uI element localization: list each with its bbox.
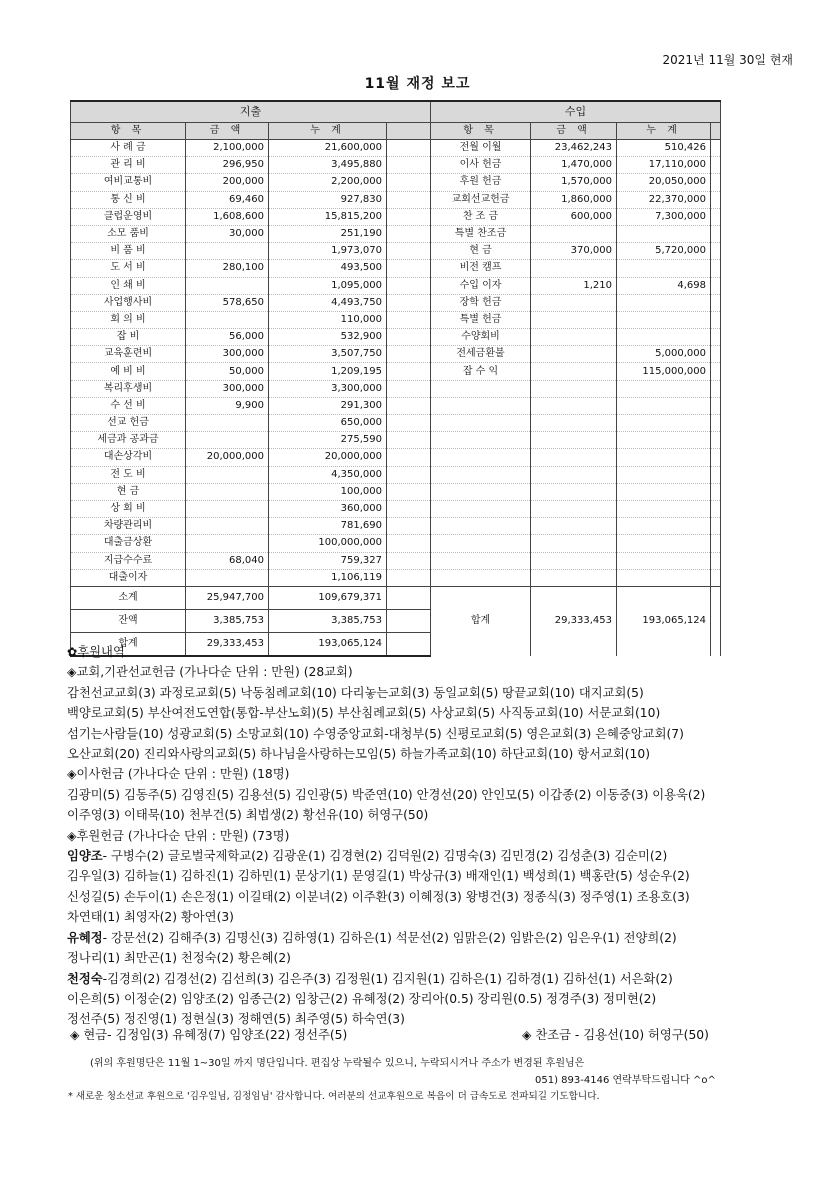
expense-amount [186, 518, 269, 535]
income-amount [531, 380, 617, 397]
income-amount [531, 432, 617, 449]
income-amount: 1,570,000 [531, 174, 617, 191]
col-total: 누 계 [269, 123, 387, 140]
blank-cell [387, 260, 431, 277]
income-cumulative: 115,000,000 [617, 363, 711, 380]
expense-amount [186, 569, 269, 586]
note-line: 임양조- 구병수(2) 글로벌국제학교(2) 김광운(1) 김경현(2) 김덕원(2) 김명숙(3) 김민경(2) 김성춘(3) 김순미(2) [67, 849, 668, 864]
expense-item: 관 리 비 [71, 157, 186, 174]
expense-amount: 56,000 [186, 329, 269, 346]
income-amount [531, 363, 617, 380]
col-item: 항 목 [431, 123, 531, 140]
income-item [431, 500, 531, 517]
blank-cell [387, 483, 431, 500]
blank-cell [387, 569, 431, 586]
col-total: 누 계 [617, 123, 711, 140]
expense-item: 현 금 [71, 483, 186, 500]
income-amount [531, 346, 617, 363]
income-item [431, 415, 531, 432]
table-row [71, 449, 721, 466]
income-amount [531, 535, 617, 552]
income-cumulative [617, 294, 711, 311]
income-cumulative [617, 483, 711, 500]
finance-table [70, 100, 721, 657]
income-amount [531, 449, 617, 466]
expense-item: 클럽운영비 [71, 208, 186, 225]
expense-item: 교육훈련비 [71, 346, 186, 363]
blank-cell [387, 415, 431, 432]
income-total-amount: 29,333,453 [531, 586, 617, 656]
expense-total-label: 합계 [71, 632, 186, 656]
table-row [71, 535, 721, 552]
cash-line [70, 1025, 790, 1043]
income-amount: 370,000 [531, 243, 617, 260]
expense-cumulative: 781,690 [269, 518, 387, 535]
table-row [71, 397, 721, 414]
income-amount [531, 329, 617, 346]
blank-cell [387, 191, 431, 208]
table-row [71, 363, 721, 380]
expense-amount: 20,000,000 [186, 449, 269, 466]
expense-cumulative: 1,209,195 [269, 363, 387, 380]
income-cumulative [617, 260, 711, 277]
blank-cell [387, 277, 431, 294]
table-row [71, 483, 721, 500]
col-blank [711, 123, 721, 140]
income-cumulative [617, 432, 711, 449]
note-line: ◈후원헌금 (가나다순 단위 : 만원) (73명) [67, 828, 290, 843]
sponsorship-donations: ◈ 찬조금 - 김용선(10) 허영구(50) [522, 1028, 709, 1042]
balance-total: 3,385,753 [269, 609, 387, 632]
income-amount [531, 225, 617, 242]
income-item [431, 552, 531, 569]
table-row [71, 329, 721, 346]
blank-cell [711, 500, 721, 517]
income-amount: 1,470,000 [531, 157, 617, 174]
expense-amount: 2,100,000 [186, 140, 269, 157]
expense-amount [186, 311, 269, 328]
expense-item: 회 의 비 [71, 311, 186, 328]
income-amount [531, 466, 617, 483]
income-cumulative: 17,110,000 [617, 157, 711, 174]
expense-cumulative: 21,600,000 [269, 140, 387, 157]
expense-item: 지급수수료 [71, 552, 186, 569]
expense-total-amount: 29,333,453 [186, 632, 269, 656]
income-item: 특별 헌금 [431, 311, 531, 328]
note-line: ◈이사헌금 (가나다순 단위 : 만원) (18명) [67, 767, 290, 782]
note-line: 섬기는사람들(10) 성광교회(5) 소망교회(10) 수영중앙교회-대청부(5) 신평로교회(5) 영은교회(3) 은혜중앙교회(7) [67, 726, 684, 741]
blank-cell [387, 346, 431, 363]
expense-cumulative: 4,350,000 [269, 466, 387, 483]
note-line: ◈교회,기관선교헌금 (가나다순 단위 : 만원) (28교회) [67, 665, 353, 680]
expense-cumulative: 100,000 [269, 483, 387, 500]
income-item: 후원 헌금 [431, 174, 531, 191]
expense-amount: 9,900 [186, 397, 269, 414]
blank-cell [711, 157, 721, 174]
expense-cumulative: 20,000,000 [269, 449, 387, 466]
income-item [431, 397, 531, 414]
blank-cell [387, 311, 431, 328]
income-header: 수입 [431, 101, 721, 123]
income-cumulative [617, 449, 711, 466]
blank-cell [387, 294, 431, 311]
blank-cell [387, 609, 431, 632]
blank-cell [387, 586, 431, 609]
expense-amount: 1,608,600 [186, 208, 269, 225]
expense-item: 비 품 비 [71, 243, 186, 260]
income-amount [531, 500, 617, 517]
blank-cell [387, 174, 431, 191]
income-amount [531, 415, 617, 432]
blank-cell [711, 294, 721, 311]
income-cumulative: 510,426 [617, 140, 711, 157]
expense-item: 수 선 비 [71, 397, 186, 414]
blank-cell [387, 535, 431, 552]
blank-cell [387, 397, 431, 414]
income-cumulative [617, 415, 711, 432]
expense-item: 대손상각비 [71, 449, 186, 466]
table-row [71, 191, 721, 208]
expense-cumulative: 1,973,070 [269, 243, 387, 260]
income-amount [531, 483, 617, 500]
table-row [71, 552, 721, 569]
income-item: 잡 수 익 [431, 363, 531, 380]
blank-cell [711, 311, 721, 328]
expense-amount [186, 415, 269, 432]
expense-item: 대출금상환 [71, 535, 186, 552]
expense-amount [186, 243, 269, 260]
income-item: 비전 캠프 [431, 260, 531, 277]
income-cumulative [617, 225, 711, 242]
blank-cell [387, 500, 431, 517]
blank-cell [711, 535, 721, 552]
expense-item: 사 례 금 [71, 140, 186, 157]
expense-amount: 50,000 [186, 363, 269, 380]
expense-amount: 280,100 [186, 260, 269, 277]
note-line: 감천선교교회(3) 과정로교회(5) 낙동침례교회(10) 다리놓는교회(3) 동일교회(5) 땅끝교회(10) 대지교회(5) [67, 685, 644, 700]
income-amount [531, 294, 617, 311]
expense-total-cumulative: 193,065,124 [269, 632, 387, 656]
balance-label: 잔액 [71, 609, 186, 632]
expense-cumulative: 927,830 [269, 191, 387, 208]
table-row [71, 380, 721, 397]
col-amount: 금 액 [186, 123, 269, 140]
expense-amount [186, 483, 269, 500]
note-line: 유혜정- 강문선(2) 김해주(3) 김명신(3) 김하영(1) 김하은(1) 석문선(2) 임맑은(2) 임밝은(2) 임은우(1) 전양희(2) [67, 930, 677, 945]
table-row [71, 311, 721, 328]
income-item: 전세금환불 [431, 346, 531, 363]
expense-amount [186, 277, 269, 294]
expense-amount: 69,460 [186, 191, 269, 208]
blank-cell [711, 483, 721, 500]
income-total-cumulative: 193,065,124 [617, 586, 711, 656]
income-item: 현 금 [431, 243, 531, 260]
table-row [71, 466, 721, 483]
expense-cumulative: 110,000 [269, 311, 387, 328]
income-item: 이사 헌금 [431, 157, 531, 174]
income-amount [531, 518, 617, 535]
blank-cell [387, 466, 431, 483]
group-leader: 유혜정 [67, 930, 103, 945]
expense-cumulative: 15,815,200 [269, 208, 387, 225]
blank-cell [387, 225, 431, 242]
income-item [431, 535, 531, 552]
table-row [71, 260, 721, 277]
expense-cumulative: 2,200,000 [269, 174, 387, 191]
expense-item: 사업행사비 [71, 294, 186, 311]
expense-amount: 296,950 [186, 157, 269, 174]
note-line: 차연태(1) 최영자(2) 황아연(3) [67, 910, 234, 925]
blank-cell [711, 208, 721, 225]
expense-cumulative: 1,095,000 [269, 277, 387, 294]
expense-header: 지출 [71, 101, 431, 123]
expense-item: 예 비 비 [71, 363, 186, 380]
income-item: 전월 이월 [431, 140, 531, 157]
note-line: 오산교회(20) 진리와사랑의교회(5) 하나님을사랑하는모임(5) 하늘가족교회(10) 하단교회(10) 항서교회(10) [67, 747, 650, 762]
blank-cell [711, 329, 721, 346]
blank-cell [711, 415, 721, 432]
blank-cell [387, 380, 431, 397]
expense-cumulative: 759,327 [269, 552, 387, 569]
table-row [71, 225, 721, 242]
table-row [71, 432, 721, 449]
expense-cumulative: 251,190 [269, 225, 387, 242]
income-cumulative: 7,300,000 [617, 208, 711, 225]
expense-cumulative: 3,495,880 [269, 157, 387, 174]
income-amount [531, 552, 617, 569]
income-amount [531, 260, 617, 277]
subtotal-total: 109,679,371 [269, 586, 387, 609]
col-item: 항 목 [71, 123, 186, 140]
blank-cell [387, 432, 431, 449]
subtotal-label: 소계 [71, 586, 186, 609]
income-cumulative [617, 466, 711, 483]
cash-donations: ◈ 현금- 김정임(3) 유혜정(7) 임양조(22) 정선주(5) [70, 1028, 348, 1042]
table-row [71, 277, 721, 294]
blank-cell [387, 140, 431, 157]
expense-cumulative: 3,300,000 [269, 380, 387, 397]
donation-notes [67, 642, 787, 1030]
expense-item: 세금과 공과금 [71, 432, 186, 449]
income-item: 교회선교헌금 [431, 191, 531, 208]
income-item: 수입 이자 [431, 277, 531, 294]
blank-cell [711, 466, 721, 483]
blank-cell [387, 157, 431, 174]
income-item: 특별 찬조금 [431, 225, 531, 242]
income-item: 찬 조 금 [431, 208, 531, 225]
income-cumulative [617, 380, 711, 397]
note-line: 김광미(5) 김동주(5) 김영진(5) 김용선(5) 김인광(5) 박준연(10) 안경선(20) 안인모(5) 이갑종(2) 이동중(3) 이용욱(2) [67, 787, 706, 802]
blank-cell [711, 260, 721, 277]
table-row [71, 208, 721, 225]
blank-cell [711, 449, 721, 466]
expense-amount: 30,000 [186, 225, 269, 242]
income-cumulative: 22,370,000 [617, 191, 711, 208]
blank-cell [711, 569, 721, 586]
income-amount: 1,860,000 [531, 191, 617, 208]
expense-item: 잡 비 [71, 329, 186, 346]
group-leader: 천정숙 [67, 971, 103, 986]
expense-item: 도 서 비 [71, 260, 186, 277]
blank-cell [711, 243, 721, 260]
col-amount: 금 액 [531, 123, 617, 140]
note-line: ✿후원내역 [67, 645, 125, 659]
balance-amount: 3,385,753 [186, 609, 269, 632]
expense-cumulative: 1,106,119 [269, 569, 387, 586]
table-row [71, 500, 721, 517]
subtotal-amount: 25,947,700 [186, 586, 269, 609]
expense-item: 전 도 비 [71, 466, 186, 483]
expense-cumulative: 532,900 [269, 329, 387, 346]
blank-cell [387, 329, 431, 346]
blank-cell [711, 380, 721, 397]
income-cumulative [617, 552, 711, 569]
expense-amount: 68,040 [186, 552, 269, 569]
table-row [71, 518, 721, 535]
income-cumulative: 4,698 [617, 277, 711, 294]
table-row [71, 140, 721, 157]
table-row [71, 294, 721, 311]
note-line: 정나리(1) 최만곤(1) 천정숙(2) 황은혜(2) [67, 951, 291, 966]
income-cumulative: 5,720,000 [617, 243, 711, 260]
table-row [71, 243, 721, 260]
expense-amount: 300,000 [186, 380, 269, 397]
expense-item: 소모 품비 [71, 225, 186, 242]
table-row [71, 174, 721, 191]
blank-cell [711, 397, 721, 414]
table-row [71, 157, 721, 174]
expense-cumulative: 100,000,000 [269, 535, 387, 552]
expense-item: 인 쇄 비 [71, 277, 186, 294]
income-cumulative [617, 518, 711, 535]
income-amount: 23,462,243 [531, 140, 617, 157]
income-item [431, 432, 531, 449]
table-row [71, 569, 721, 586]
expense-cumulative: 291,300 [269, 397, 387, 414]
expense-amount [186, 500, 269, 517]
blank-cell [387, 208, 431, 225]
blank-cell [711, 432, 721, 449]
income-cumulative [617, 569, 711, 586]
blank-cell [387, 552, 431, 569]
income-amount [531, 311, 617, 328]
blank-cell [387, 363, 431, 380]
blank-cell [711, 191, 721, 208]
income-item [431, 449, 531, 466]
expense-amount [186, 535, 269, 552]
blank-cell [711, 277, 721, 294]
expense-cumulative: 650,000 [269, 415, 387, 432]
expense-cumulative: 4,493,750 [269, 294, 387, 311]
expense-cumulative: 3,507,750 [269, 346, 387, 363]
income-cumulative [617, 535, 711, 552]
expense-item: 여비교통비 [71, 174, 186, 191]
blank-cell [387, 243, 431, 260]
income-item [431, 380, 531, 397]
income-cumulative: 20,050,000 [617, 174, 711, 191]
income-item [431, 569, 531, 586]
income-amount: 1,210 [531, 277, 617, 294]
expense-cumulative: 275,590 [269, 432, 387, 449]
report-date: 2021년 11월 30일 현재 [662, 53, 793, 67]
blank-cell [711, 225, 721, 242]
income-amount: 600,000 [531, 208, 617, 225]
table-row [71, 346, 721, 363]
blank-cell [711, 363, 721, 380]
footer-note-2: 051) 893-4146 연락부탁드립니다 ^o^ [535, 1075, 716, 1086]
income-cumulative [617, 397, 711, 414]
income-amount [531, 397, 617, 414]
expense-item: 차량관리비 [71, 518, 186, 535]
expense-item: 선교 헌금 [71, 415, 186, 432]
note-line: 이주영(3) 이태묵(10) 천부건(5) 최법생(2) 황선유(10) 허영구(50) [67, 808, 429, 823]
blank-cell [711, 140, 721, 157]
footer-note-3: * 새로운 청소선교 후원으로 '김우일님, 김정임님' 감사합니다. 여러분의 선교후원으로 복음이 더 급속도로 전파되길 기도합니다. [68, 1091, 600, 1102]
income-item: 장학 헌금 [431, 294, 531, 311]
income-item [431, 466, 531, 483]
col-blank [387, 123, 431, 140]
note-line: 신성길(5) 손두이(1) 손은정(1) 이길태(2) 이분녀(2) 이주환(3) 이혜정(3) 왕병건(3) 정종식(3) 정주영(1) 조용호(3) [67, 889, 690, 904]
footer-note-1: (위의 후원명단은 11월 1~30일 까지 명단입니다. 편집상 누락될수 있으니, 누락되시거나 주소가 변경된 후원님은 [90, 1058, 585, 1069]
income-item [431, 518, 531, 535]
blank-cell [711, 518, 721, 535]
income-item [431, 483, 531, 500]
expense-cumulative: 360,000 [269, 500, 387, 517]
blank-cell [711, 174, 721, 191]
note-line: 이은희(5) 이정순(2) 임양조(2) 임종근(2) 임창근(2) 유혜정(2) 장리아(0.5) 장리원(0.5) 정경주(3) 정미현(2) [67, 991, 657, 1006]
expense-amount [186, 432, 269, 449]
blank-cell [711, 552, 721, 569]
expense-item: 복리후생비 [71, 380, 186, 397]
expense-amount: 300,000 [186, 346, 269, 363]
note-line: 백양로교회(5) 부산여전도연합(통합-부산노회)(5) 부산침례교회(5) 사상교회(5) 사직동교회(10) 서문교회(10) [67, 706, 661, 721]
page-title: 11월 재정 보고 [364, 76, 471, 92]
note-line: 천정숙-김경희(2) 김경선(2) 김선희(3) 김은주(3) 김정원(1) 김지원(1) 김하은(1) 김하경(1) 김하선(1) 서은화(2) [67, 971, 673, 986]
income-cumulative: 5,000,000 [617, 346, 711, 363]
income-amount [531, 569, 617, 586]
blank-cell [387, 449, 431, 466]
expense-amount: 578,650 [186, 294, 269, 311]
expense-item: 대출이자 [71, 569, 186, 586]
group-leader: 임양조 [67, 849, 103, 864]
expense-item: 통 신 비 [71, 191, 186, 208]
expense-amount: 200,000 [186, 174, 269, 191]
income-cumulative [617, 329, 711, 346]
blank-cell [711, 346, 721, 363]
blank-cell [387, 518, 431, 535]
expense-amount [186, 466, 269, 483]
expense-item: 상 회 비 [71, 500, 186, 517]
income-total-label: 합계 [431, 586, 531, 656]
income-cumulative [617, 500, 711, 517]
note-line: 정선주(5) 정진영(1) 정현실(3) 정해연(5) 최주영(5) 하숙연(3) [67, 1012, 405, 1027]
expense-cumulative: 493,500 [269, 260, 387, 277]
note-line: 김우일(3) 김하늘(1) 김하진(1) 김하민(1) 문상기(1) 문영길(1) 박상규(3) 배재인(1) 백성희(1) 백홍란(5) 성순우(2) [67, 869, 690, 884]
income-cumulative [617, 311, 711, 328]
table-row [71, 415, 721, 432]
income-item: 수양회비 [431, 329, 531, 346]
